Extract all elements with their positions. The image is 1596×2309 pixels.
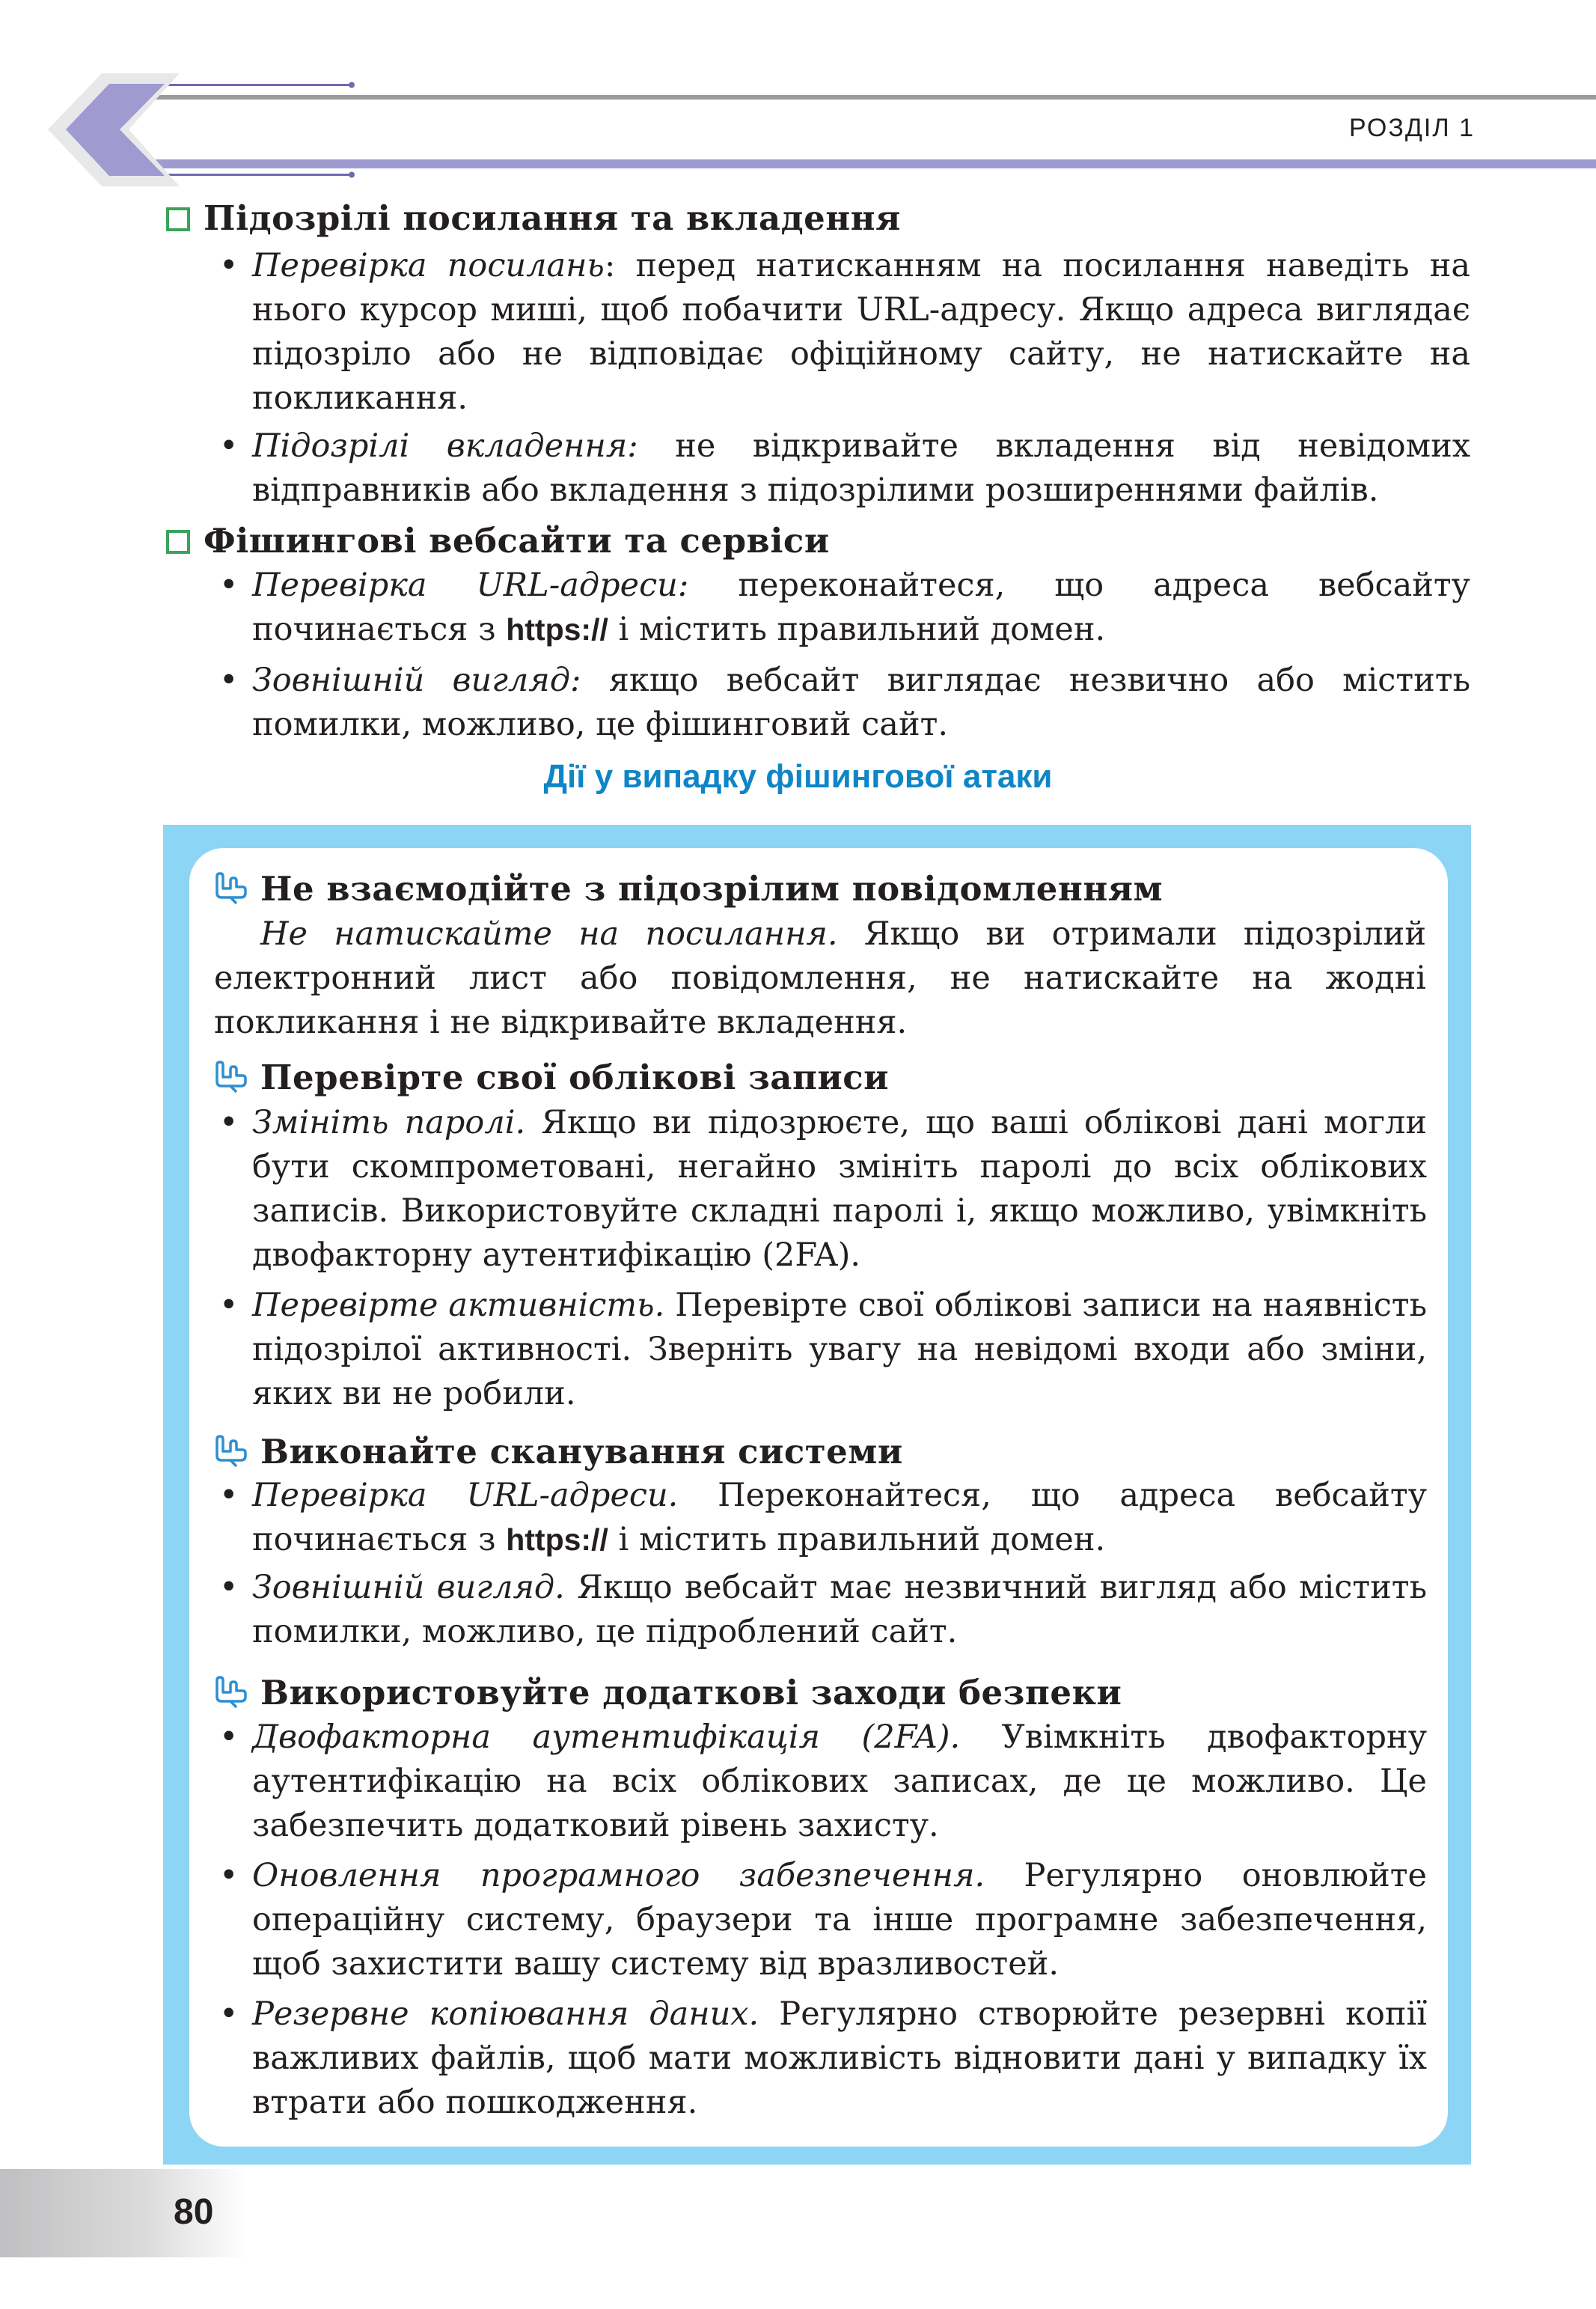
bullet-dot-icon: •	[219, 1718, 239, 1756]
list-item: • Підозрілі вкладення: не відкривайте вкладення від невідомих відправників або вкладення з підозрілими розширеннями файлів.	[252, 424, 1470, 513]
bullet-dot-icon: •	[219, 1995, 239, 2033]
pointing-hand-icon	[214, 872, 251, 905]
bullet-dot-icon: •	[219, 1569, 239, 1606]
checkbox-square-icon	[166, 207, 190, 231]
bullet-dot-icon: •	[219, 567, 239, 604]
list-item: • Перевірка URL-адреси. Переконайтеся, що адреса вебсайту починається з https:// і містить правильний домен.	[252, 1474, 1427, 1562]
box-title-extra-security: Використовуйте додаткові заходи безпеки	[214, 1671, 1122, 1715]
bullet-dot-icon: •	[219, 1287, 239, 1324]
bullet-dot-icon: •	[219, 247, 239, 284]
section-title-phishing-sites: Фішингові вебсайти та сервіси	[166, 519, 830, 564]
page-header	[0, 0, 1596, 195]
box-title-system-scan: Виконайте сканування системи	[214, 1430, 903, 1474]
pointing-hand-icon	[214, 1676, 251, 1709]
bullet-dot-icon: •	[219, 1477, 239, 1514]
list-item: • Змініть паролі. Якщо ви підозрюєте, що ваші облікові дані могли бути скомпрометовані, негайно змініть паролі до всіх облікових записів. Використовуйте складні паролі і, якщо можливо, увімкніть двофакторну аутентифікацію (2FA).	[252, 1101, 1427, 1278]
list-item: • Перевірка URL-адреси: переконайтеся, що адреса вебсайту починається з https:// і містить правильний домен.	[252, 564, 1470, 652]
checkbox-square-icon	[166, 530, 190, 554]
list-item: • Зовнішній вигляд: якщо вебсайт виглядає незвично або містить помилки, можливо, це фішинговий сайт.	[252, 659, 1470, 747]
subheading: Дії у випадку фішингової атаки	[543, 758, 1053, 795]
chapter-label: РОЗДІЛ 1	[1348, 114, 1475, 142]
header-decoration	[0, 0, 1596, 195]
pointing-hand-icon	[214, 1061, 251, 1094]
bullet-dot-icon: •	[219, 1857, 239, 1894]
list-item: • Резервне копіювання даних. Регулярно створюйте резервні копії важливих файлів, щоб мати можливість відновити дані у випадку їх втрати або пошкодження.	[252, 1992, 1427, 2125]
list-item: • Двофакторна аутентифікація (2FA). Увімкніть двофакторну аутентифікацію на всіх облікових записах, де це можливо. Це забезпечить додатковий рівень захисту.	[252, 1715, 1427, 1848]
bullet-dot-icon: •	[219, 662, 239, 699]
list-item: • Зовнішній вигляд. Якщо вебсайт має незвичний вигляд або містить помилки, можливо, це підроблений сайт.	[252, 1566, 1427, 1654]
page-number: 80	[174, 2192, 214, 2232]
list-item: • Перевірка посилань: перед натисканням на посилання наведіть на нього курсор миші, щоб побачити URL-адресу. Якщо адреса виглядає підозріло або не відповідає офіційному сайту, не натискайте на покликання.	[252, 244, 1470, 421]
section-title-suspicious-links: Підозрілі посилання та вкладення	[166, 196, 901, 241]
box-title-check-accounts: Перевірте свої облікові записи	[214, 1055, 889, 1100]
list-item: • Оновлення програмного забезпечення. Регулярно оновлюйте операційну систему, браузери та інше програмне забезпечення, щоб захистити вашу систему від вразливостей.	[252, 1854, 1427, 1986]
box-paragraph: Не натискайте на посилання. Якщо ви отримали підозрілий електронний лист або повідомлення, не натискайте на жодні покликання і не відкривайте вкладення.	[214, 915, 1426, 1041]
bullet-dot-icon: •	[219, 427, 239, 465]
pointing-hand-icon	[214, 1435, 251, 1468]
bullet-dot-icon: •	[219, 1104, 239, 1141]
list-item: • Перевірте активність. Перевірте свої облікові записи на наявність підозрілої активності. Зверніть увагу на невідомі входи або зміни, яких ви не робили.	[252, 1284, 1427, 1416]
box-title-no-interaction: Не взаємодійте з підозрілим повідомленням	[214, 867, 1163, 912]
